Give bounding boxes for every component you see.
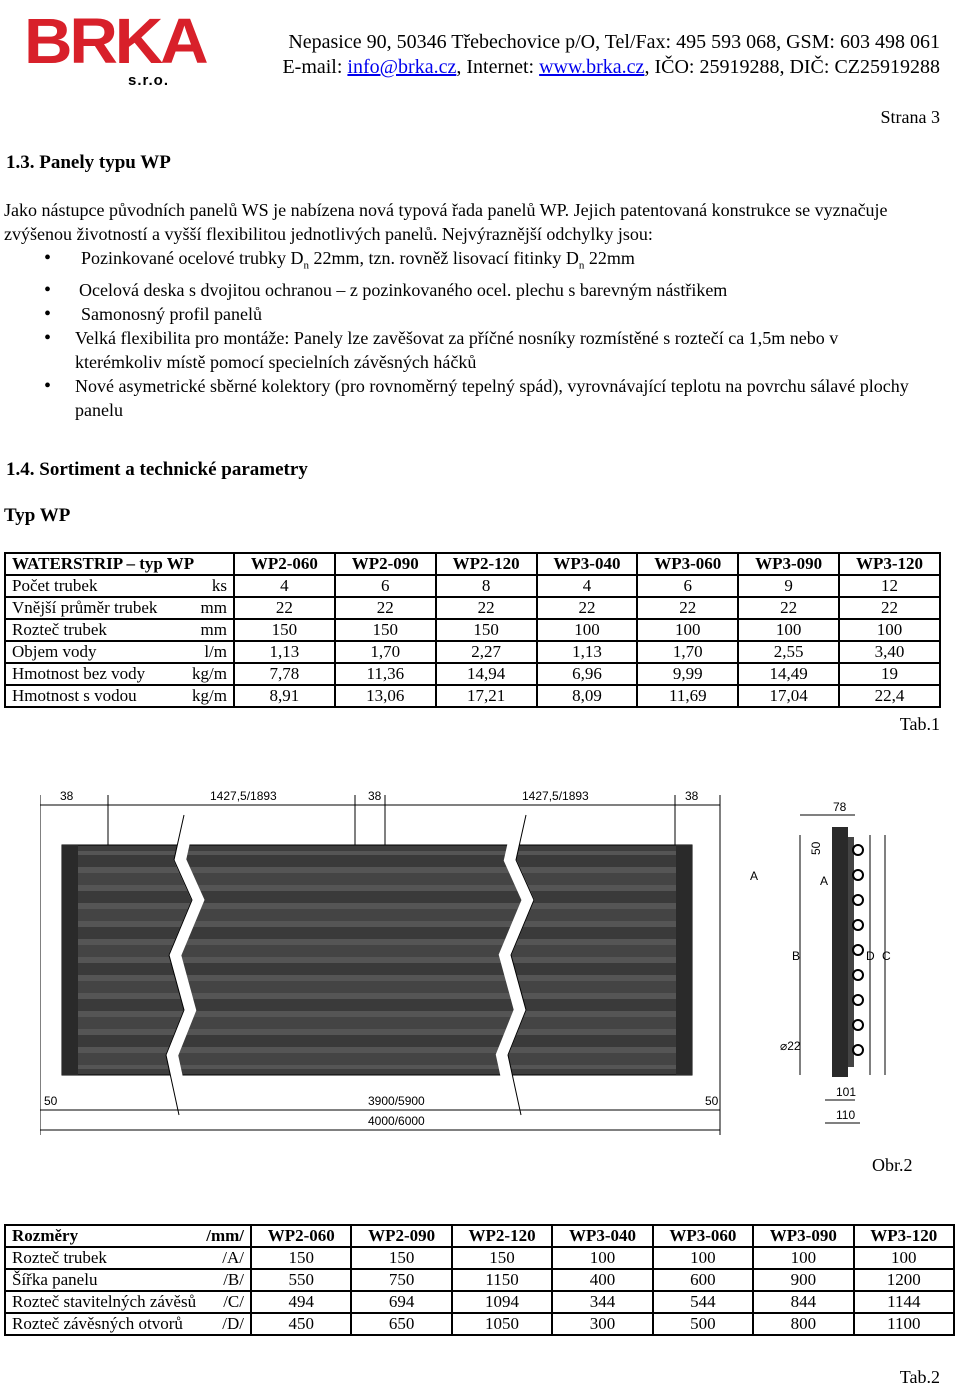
row-label-cell <box>5 685 234 707</box>
value-cell: 17,04 <box>738 685 839 707</box>
row-unit: /D/ <box>222 1314 244 1333</box>
value-cell: 150 <box>251 1247 351 1269</box>
value-cell: 9 <box>738 575 839 597</box>
value-cell: 550 <box>251 1269 351 1291</box>
panel-strip <box>78 963 676 975</box>
feature-item: • Samonosný profil panelů <box>4 302 924 326</box>
header-label: Rozměry <box>12 1226 79 1245</box>
section-13-heading: 1.3. Panely typu WP <box>6 152 171 173</box>
value-cell: 4 <box>537 575 638 597</box>
pipe-section <box>853 1045 863 1055</box>
value-cell: 14,94 <box>436 663 537 685</box>
panel-strip <box>78 945 676 957</box>
header-model-cell: WP3-120 <box>854 1225 954 1247</box>
value-cell: 1094 <box>452 1291 552 1313</box>
value-cell: 300 <box>552 1313 652 1335</box>
header-unit: /mm/ <box>206 1226 244 1245</box>
value-cell: 100 <box>839 619 940 641</box>
company-logo <box>24 5 206 89</box>
company-ids: , IČO: 25919288, DIČ: CZ25919288 <box>644 56 940 78</box>
value-cell: 494 <box>251 1291 351 1313</box>
value-cell: 11,69 <box>637 685 738 707</box>
panel-strip <box>78 999 676 1011</box>
table-header-row <box>5 553 940 575</box>
panel-strip <box>78 1035 676 1047</box>
row-unit: mm <box>200 598 227 617</box>
value-cell: 3,40 <box>839 641 940 663</box>
header-contacts <box>282 55 940 80</box>
value-cell: 900 <box>753 1269 853 1291</box>
value-cell: 750 <box>351 1269 451 1291</box>
table-row <box>5 1269 954 1291</box>
pipe-section <box>853 895 863 905</box>
value-cell: 8 <box>436 575 537 597</box>
pipe-section <box>853 845 863 855</box>
header-model-cell: WP3-090 <box>738 553 839 575</box>
row-label: Hmotnost bez vody <box>12 664 146 683</box>
value-cell: 100 <box>653 1247 753 1269</box>
row-unit: /B/ <box>223 1270 244 1289</box>
value-cell: 7,78 <box>234 663 335 685</box>
value-cell: 22 <box>738 597 839 619</box>
header-model-cell: WP2-090 <box>351 1225 451 1247</box>
header-label-cell: WATERSTRIP – typ WP <box>5 553 234 575</box>
header-model-cell: WP2-120 <box>436 553 537 575</box>
row-label-cell <box>5 1247 251 1269</box>
row-label: Počet trubek <box>12 576 98 595</box>
dim-top-1: 38 <box>60 789 74 803</box>
row-unit: ks <box>211 576 227 595</box>
value-cell: 6,96 <box>537 663 638 685</box>
header-model-cell: WP2-060 <box>251 1225 351 1247</box>
parameters-table <box>4 552 941 708</box>
pipe-section <box>853 870 863 880</box>
value-cell: 22 <box>335 597 436 619</box>
panel-strip <box>78 891 676 903</box>
table2-caption: Tab.2 <box>899 1367 940 1387</box>
row-unit: kg/m <box>192 664 227 683</box>
figure-caption: Obr.2 <box>872 1155 913 1175</box>
web-link[interactable]: www.brka.cz <box>539 56 645 78</box>
table-row <box>5 1247 954 1269</box>
side-dim-101: 101 <box>836 1085 857 1099</box>
side-dim-50: 50 <box>809 841 823 855</box>
value-cell: 22 <box>436 597 537 619</box>
table-header-row <box>5 1225 954 1247</box>
dim-total-1: 3900/5900 <box>368 1094 425 1108</box>
row-label: Objem vody <box>12 642 97 661</box>
panel-drawing <box>40 755 920 1145</box>
table-row <box>5 1291 954 1313</box>
value-cell: 12 <box>839 575 940 597</box>
row-label-cell <box>5 619 234 641</box>
value-cell: 1,13 <box>537 641 638 663</box>
value-cell: 1150 <box>452 1269 552 1291</box>
feature-list <box>4 246 924 422</box>
dim-top-2: 1427,5/1893 <box>210 789 277 803</box>
label-d: D <box>866 949 875 963</box>
value-cell: 150 <box>234 619 335 641</box>
value-cell: 1100 <box>854 1313 954 1335</box>
feature-item: • Ocelová deska s dvojitou ochranou – z pozinkovaného ocel. plechu s barevným nástřikem <box>4 278 924 302</box>
row-unit: kg/m <box>192 686 227 705</box>
value-cell: 22 <box>234 597 335 619</box>
section-13-intro: Jako nástupce původních panelů WS je nabízena nová typová řada panelů WP. Jejich patentovaná konstrukce se vyznačuje zvýšenou životností a vyšší flexibilitou jednotlivých panelů. Nejvýraznější odchylky jsou: <box>4 200 888 244</box>
type-subheading: Typ WP <box>4 505 71 526</box>
internet-label: , Internet: <box>456 56 540 78</box>
row-label-cell <box>5 1291 251 1313</box>
dim-total-2: 4000/6000 <box>368 1114 425 1128</box>
row-label-cell <box>5 1269 251 1291</box>
side-dim-110: 110 <box>836 1108 856 1122</box>
value-cell: 150 <box>335 619 436 641</box>
panel-strip <box>78 873 676 885</box>
value-cell: 100 <box>854 1247 954 1269</box>
value-cell: 344 <box>552 1291 652 1313</box>
value-cell: 22,4 <box>839 685 940 707</box>
value-cell: 800 <box>753 1313 853 1335</box>
label-a2: A <box>820 874 829 888</box>
row-unit: l/m <box>204 642 227 661</box>
table-row <box>5 597 940 619</box>
value-cell: 13,06 <box>335 685 436 707</box>
row-label: Rozteč trubek <box>12 1248 107 1267</box>
panel-strip <box>78 981 676 993</box>
row-label: Rozteč trubek <box>12 620 107 639</box>
value-cell: 22 <box>839 597 940 619</box>
row-label: Šířka panelu <box>12 1270 98 1289</box>
logo-suffix: s.r.o. <box>128 72 170 89</box>
value-cell: 694 <box>351 1291 451 1313</box>
row-unit: mm <box>200 620 227 639</box>
row-label: Hmotnost s vodou <box>12 686 137 705</box>
value-cell: 1,13 <box>234 641 335 663</box>
header-model-cell: WP3-060 <box>653 1225 753 1247</box>
page-number: Strana 3 <box>880 107 940 127</box>
value-cell: 400 <box>552 1269 652 1291</box>
dim-top-4: 1427,5/1893 <box>522 789 589 803</box>
pipe-section <box>853 970 863 980</box>
dim-bottom-left: 50 <box>44 1094 58 1108</box>
email-link[interactable]: info@brka.cz <box>347 56 457 78</box>
label-c: C <box>882 949 891 963</box>
dim-top-3: 38 <box>368 789 382 803</box>
row-label-cell <box>5 575 234 597</box>
value-cell: 150 <box>351 1247 451 1269</box>
table-row <box>5 663 940 685</box>
header-model-cell: WP3-090 <box>753 1225 853 1247</box>
row-label: Rozteč stavitelných závěsů <box>12 1292 197 1311</box>
table-row <box>5 619 940 641</box>
dim-top-5: 38 <box>685 789 699 803</box>
header-model-cell: WP2-090 <box>335 553 436 575</box>
header-model-cell: WP3-040 <box>537 553 638 575</box>
section-14-heading: 1.4. Sortiment a technické parametry <box>6 459 308 480</box>
header-model-cell: WP2-120 <box>452 1225 552 1247</box>
front-view <box>40 789 720 1135</box>
value-cell: 2,27 <box>436 641 537 663</box>
value-cell: 19 <box>839 663 940 685</box>
value-cell: 544 <box>653 1291 753 1313</box>
row-label: Rozteč závěsných otvorů <box>12 1314 183 1333</box>
table-row <box>5 641 940 663</box>
value-cell: 14,49 <box>738 663 839 685</box>
value-cell: 150 <box>436 619 537 641</box>
value-cell: 8,09 <box>537 685 638 707</box>
value-cell: 100 <box>537 619 638 641</box>
value-cell: 1,70 <box>637 641 738 663</box>
header-label-cell <box>5 1225 251 1247</box>
feature-item: • Nové asymetrické sběrné kolektory (pro rovnoměrný tepelný spád), vyrovnávající teplotu na povrchu sálavé plochy panelu <box>4 374 924 422</box>
value-cell: 450 <box>251 1313 351 1335</box>
label-a1: A <box>750 869 759 883</box>
row-label-cell <box>5 597 234 619</box>
pipe-section <box>853 920 863 930</box>
dim-bottom-right: 50 <box>705 1094 719 1108</box>
label-b: B <box>792 949 801 963</box>
row-label-cell <box>5 641 234 663</box>
table-row <box>5 685 940 707</box>
value-cell: 500 <box>653 1313 753 1335</box>
panel-strip <box>78 927 676 939</box>
value-cell: 100 <box>637 619 738 641</box>
side-view <box>750 800 891 1123</box>
value-cell: 6 <box>637 575 738 597</box>
value-cell: 1,70 <box>335 641 436 663</box>
logo-brand: BRKA <box>24 5 206 77</box>
header-model-cell: WP3-040 <box>552 1225 652 1247</box>
value-cell: 1200 <box>854 1269 954 1291</box>
email-label: E-mail: <box>282 56 348 78</box>
header-model-cell: WP3-060 <box>637 553 738 575</box>
value-cell: 17,21 <box>436 685 537 707</box>
table-row <box>5 575 940 597</box>
value-cell: 150 <box>452 1247 552 1269</box>
panel-strip <box>78 909 676 921</box>
panel-strip <box>78 1017 676 1029</box>
row-unit: /C/ <box>223 1292 244 1311</box>
header-model-cell: WP2-060 <box>234 553 335 575</box>
side-dim-78: 78 <box>833 800 847 814</box>
table-row <box>5 1313 954 1335</box>
row-label: Vnější průměr trubek <box>12 598 158 617</box>
value-cell: 4 <box>234 575 335 597</box>
value-cell: 9,99 <box>637 663 738 685</box>
row-label-cell <box>5 663 234 685</box>
row-label-cell <box>5 1313 251 1335</box>
header-model-cell: WP3-120 <box>839 553 940 575</box>
pipe-section <box>853 995 863 1005</box>
value-cell: 100 <box>552 1247 652 1269</box>
value-cell: 6 <box>335 575 436 597</box>
value-cell: 22 <box>637 597 738 619</box>
header-address: Nepasice 90, 50346 Třebechovice p/O, Tel/Fax: 495 593 068, GSM: 603 498 061 <box>288 31 940 53</box>
value-cell: 100 <box>753 1247 853 1269</box>
value-cell: 1050 <box>452 1313 552 1335</box>
value-cell: 1144 <box>854 1291 954 1313</box>
label-diameter: ⌀22 <box>780 1039 801 1053</box>
value-cell: 8,91 <box>234 685 335 707</box>
feature-item: • Pozinkované ocelové trubky $D_n$ 22mm, tzn. rovněž lisovací fitinky $D_n$ 22mm <box>4 246 924 278</box>
value-cell: 844 <box>753 1291 853 1313</box>
panel-strip <box>78 855 676 867</box>
feature-item: • Velká flexibilita pro montáže: Panely lze zavěšovat za příčné nosníky rozmístěné s roztečí ca 1,5m nebo v kterémkoliv místě pomocí specielních závěsných háčků <box>4 326 924 374</box>
value-cell: 650 <box>351 1313 451 1335</box>
value-cell: 600 <box>653 1269 753 1291</box>
pipe-section <box>853 1020 863 1030</box>
row-unit: /A/ <box>222 1248 244 1267</box>
table1-caption: Tab.1 <box>899 714 940 734</box>
value-cell: 11,36 <box>335 663 436 685</box>
value-cell: 22 <box>537 597 638 619</box>
value-cell: 2,55 <box>738 641 839 663</box>
dimensions-table <box>4 1224 955 1336</box>
pipe-section <box>853 945 863 955</box>
value-cell: 100 <box>738 619 839 641</box>
